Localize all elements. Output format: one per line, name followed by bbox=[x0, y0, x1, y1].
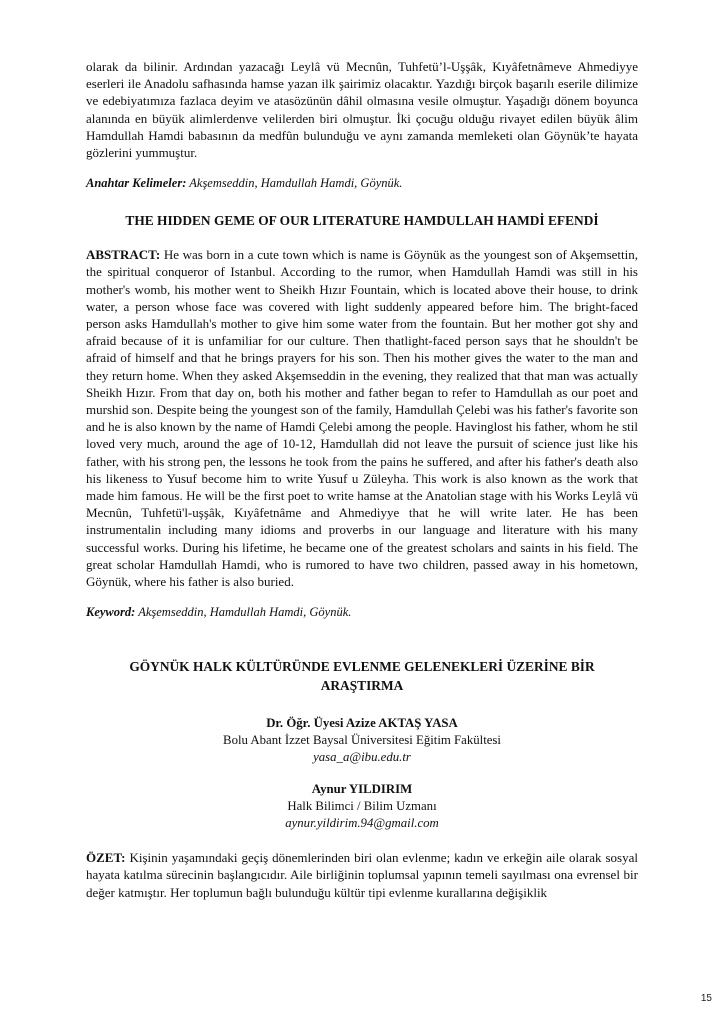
abstract-label: ABSTRACT: bbox=[86, 247, 161, 263]
keyword-value: Akşemseddin, Hamdullah Hamdi, Göynük. bbox=[135, 605, 352, 620]
english-keywords bbox=[86, 604, 638, 621]
english-article-title: THE HIDDEN GEME OF OUR LITERATURE HAMDULLAH HAMDİ EFENDİ bbox=[125, 213, 599, 229]
author2-name: Aynur YILDIRIM bbox=[311, 782, 413, 797]
keywords-label: Anahtar Kelimeler: bbox=[86, 176, 187, 191]
author-block-2 bbox=[86, 781, 638, 832]
turkish-keywords bbox=[86, 175, 638, 192]
page-number: 15 bbox=[700, 993, 712, 1004]
abstract-text: He was born in a cute town which is name is Göynük as the youngest son of Akşemsettin, the spiritual conqueror of Istanbul. According to the rumor, when Hamdullah Hamdi was still in his mother's womb, his mother went to Sheikh Hızır Fountain, which is located above their house, to drink water, a person whose face was covered with light suddenly appeared before him. The bright-faced person asks Hamdullah's mother to give him some water from the fountain. But her mother got shy and afraid because of it is unfamiliar for our culture. Then thatlight-faced person says that he shouldn't be afraid of himself and that he brings prayers for his son. Then his mother gives the water to the man and they return home. When they asked Akşemseddin in the evening, they realized that that man was actually Sheikh Hızır. From that day on, both his mother and father began to refer to Hamdullah as our poet and murshid son. Despite being the youngest son of the family, Hamdullah Çelebi was his father's favorite son and he is also known by the name of Hamdi Çelebi among the people. Havinglost his father, whom he stil loved very much, around the age of 10-12, Hamdullah did not leave the pursuit of science just like his father, with his strong pen, the lessons he took from the pains he suffered, and after his father's death also his likeness to Yusuf become him to write Yusuf u Züleyha. This work is also known as the work that made him famous. He will be the first poet to write hamse at the Anatolian stage with his Works Leylâ vü Mecnûn, Tuhfetü'l-uşşâk, Kıyâfetnâme and Ahmediyye that he will write later. He has been instrumentalin including many idioms and proverbs in our language and literature with his many successful works. During his lifetime, he became one of the greatest scholars and saints in his field. The great scholar Hamdullah Hamdi, who is rumored to have two children, passed away in his hometown, Göynük, where his father is also buried. bbox=[86, 247, 638, 590]
author-block-1 bbox=[86, 715, 638, 766]
new-article-title-line1: GÖYNÜK HALK KÜLTÜRÜNDE EVLENME GELENEKLERİ ÜZERİNE BİR bbox=[129, 659, 595, 675]
author2-email: aynur.yildirim.94@gmail.com bbox=[285, 816, 439, 831]
author2-affiliation: Halk Bilimci / Bilim Uzmanı bbox=[287, 799, 437, 814]
author1-name: Dr. Öğr. Üyesi Azize AKTAŞ YASA bbox=[266, 716, 458, 731]
ozet-text: Kişinin yaşamındaki geçiş dönemlerinden biri olan evlenme; kadın ve erkeğin aile olarak sosyal hayata katılma sürecinin başlangıcıdır. Aile birliğinin toplumsal yapının temeli sayılması ona evrensel bir değer katmıştır. Her toplumun bağlı bulunduğu kültür tipi evlenme kurallarına değişiklik bbox=[86, 850, 638, 900]
author1-email: yasa_a@ibu.edu.tr bbox=[313, 750, 411, 765]
keywords-value: Akşemseddin, Hamdullah Hamdi, Göynük. bbox=[186, 176, 403, 191]
ozet-paragraph bbox=[86, 849, 638, 901]
author1-affiliation: Bolu Abant İzzet Baysal Üniversitesi Eğitim Fakültesi bbox=[223, 733, 501, 748]
ozet-label: ÖZET: bbox=[86, 850, 126, 866]
new-article-title bbox=[86, 657, 638, 695]
page-body bbox=[86, 58, 638, 901]
abstract-paragraph bbox=[86, 246, 638, 590]
new-article-title-line2: ARAŞTIRMA bbox=[320, 678, 404, 694]
intro-paragraph: olarak da bilinir. Ardından yazacağı Leylâ vü Mecnûn, Tuhfetü’l-Uşşâk, Kıyâfetnâmeve Ahmediyye eserleri ile Anadolu safhasında hamse yazan ilk şairimiz olacaktır. Yazdığı birçok başarılı eserile dilimize ve edebiyatımıza fazlaca deyim ve atasözünün dâhil olmasına vesile olmuştur. Yaşadığı dönem boyunca alanında en büyük alimlerdenve velilerden biri olmuştur. İki çocuğu olduğu rivayet edilen büyük âlim Hamdullah Hamdi babasının da medfûn bulunduğu ve aynı zamanda memleketi olan Göynük’te hayata gözlerini yummuştur. bbox=[86, 59, 638, 161]
keyword-label: Keyword: bbox=[86, 605, 136, 620]
